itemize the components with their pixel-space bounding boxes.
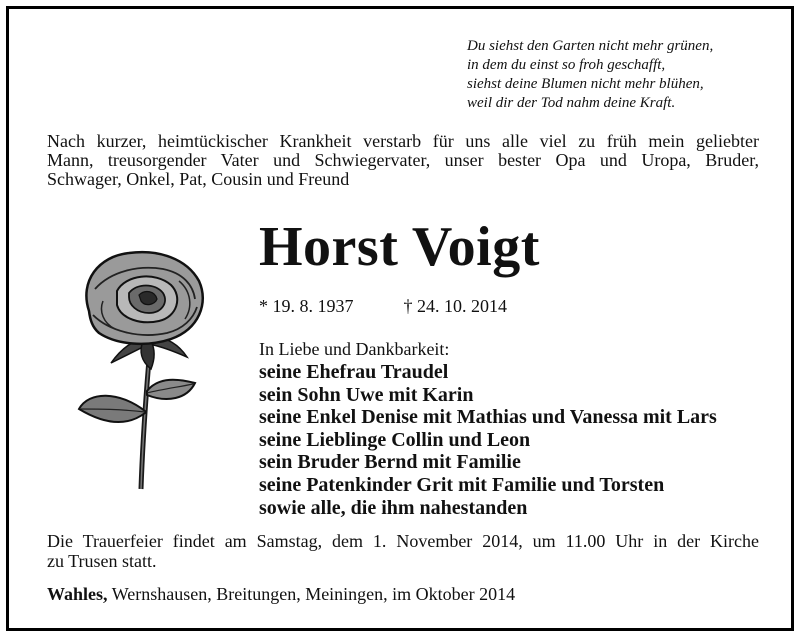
funeral-line: zu Trusen statt. [47, 551, 157, 571]
obituary-notice [6, 6, 794, 631]
poem-line: Du siehst den Garten nicht mehr grünen, [467, 38, 714, 54]
poem-line: in dem du einst so froh geschafft, [467, 57, 666, 73]
mourners-list [259, 361, 717, 519]
deceased-name: Horst Voigt [259, 216, 540, 278]
mourner-line: seine Patenkinder Grit mit Familie und Torsten [259, 473, 665, 496]
mourner-line: sein Sohn Uwe mit Karin [259, 383, 474, 406]
closing-place: Wahles, [47, 584, 108, 604]
intro-text [47, 132, 759, 189]
poem [467, 37, 777, 113]
mourner-line: seine Lieblinge Collin und Leon [259, 428, 531, 451]
intro-line: Nach kurzer, heimtückischer Krankheit verstarb für uns alle viel zu früh mein geliebter [47, 131, 759, 151]
rose-icon [59, 241, 229, 493]
intro-line: Mann, treusorgender Vater und Schwiegervater, unser bester Opa und Uropa, Bruder, [47, 150, 759, 170]
funeral-info [47, 531, 759, 571]
mourner-line: seine Enkel Denise mit Mathias und Vanessa mit Lars [259, 406, 717, 429]
intro-line: Schwager, Onkel, Pat, Cousin und Freund [47, 169, 350, 189]
closing-line [47, 584, 515, 604]
funeral-line: Die Trauerfeier findet am Samstag, dem 1. November 2014, um 11.00 Uhr in der Kirche [47, 531, 759, 551]
mourner-line: sowie alle, die ihm nahestanden [259, 496, 528, 519]
mourner-line: sein Bruder Bernd mit Familie [259, 451, 521, 474]
death-date: † 24. 10. 2014 [403, 296, 507, 316]
closing-places: Wernshausen, Breitungen, Meiningen, im Oktober 2014 [107, 584, 516, 604]
poem-line: siehst deine Blumen nicht mehr blühen, [467, 76, 704, 92]
mourner-line: seine Ehefrau Traudel [259, 361, 449, 383]
poem-line: weil dir der Tod nahm deine Kraft. [467, 95, 676, 111]
thanks-line: In Liebe und Dankbarkeit: [259, 339, 450, 359]
life-dates [259, 296, 507, 316]
birth-date: * 19. 8. 1937 [259, 296, 354, 316]
